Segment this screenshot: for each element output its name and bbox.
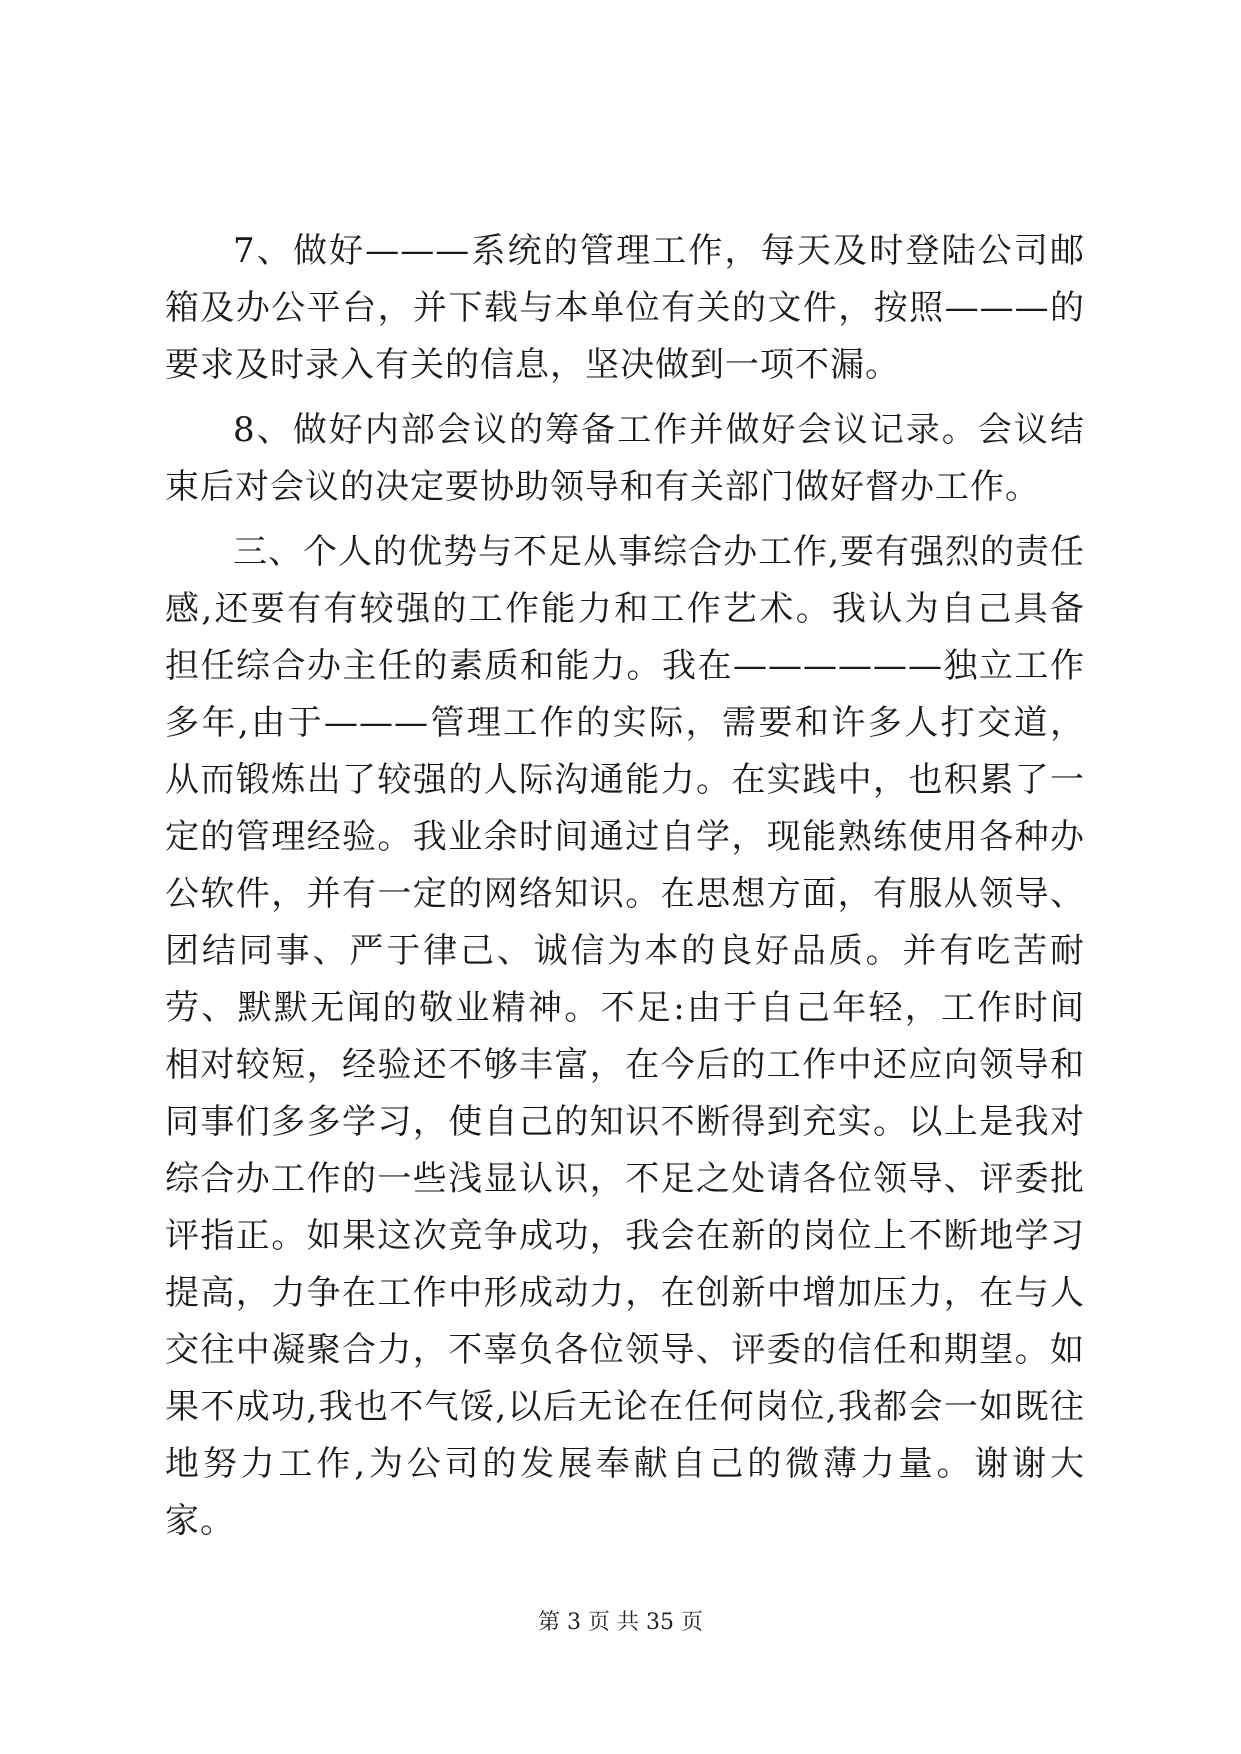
- paragraph-item-8: 8、做好内部会议的筹备工作并做好会议记录。会议结束后对会议的决定要协助领导和有关部门做好督办工作。: [165, 410, 1085, 507]
- document-body: [165, 223, 1085, 1558]
- paragraph-section-three: 三、个人的优势与不足从事综合办工作,要有强烈的责任感,还要有有较强的工作能力和工作艺术。我认为自己具备担任综合办主任的素质和能力。我在——————独立工作多年,由于———管理工作的实际，需要和许多人打交道，从而锻炼出了较强的人际沟通能力。在实践中，也积累了一定的管理经验。我业余时间通过自学，现能熟练使用各种办公软件，并有一定的网络知识。在思想方面，有服从领导、团结同事、严于律己、诚信为本的良好品质。并有吃苦耐劳、默默无闻的敬业精神。不足:由于自己年轻，工作时间相对较短，经验还不够丰富，在今后的工作中还应向领导和同事们多多学习，使自己的知识不断得到充实。以上是我对综合办工作的一些浅显认识，不足之处请各位领导、评委批评指正。如果这次竞争成功，我会在新的岗位上不断地学习提高，力争在工作中形成动力，在创新中增加压力，在与人交往中凝聚合力，不辜负各位领导、评委的信任和期望。如果不成功,我也不气馁,以后无论在任何岗位,我都会一如既往地努力工作,为公司的发展奉献自己的微薄力量。谢谢大家。: [165, 532, 1086, 1541]
- page-number-footer: 第 3 页 共 35 页: [538, 1610, 703, 1635]
- paragraph-item-7: 7、做好———系统的管理工作，每天及时登陆公司邮箱及办公平台，并下载与本单位有关的文件，按照———的要求及时录入有关的信息，坚决做到一项不漏。: [165, 231, 1085, 385]
